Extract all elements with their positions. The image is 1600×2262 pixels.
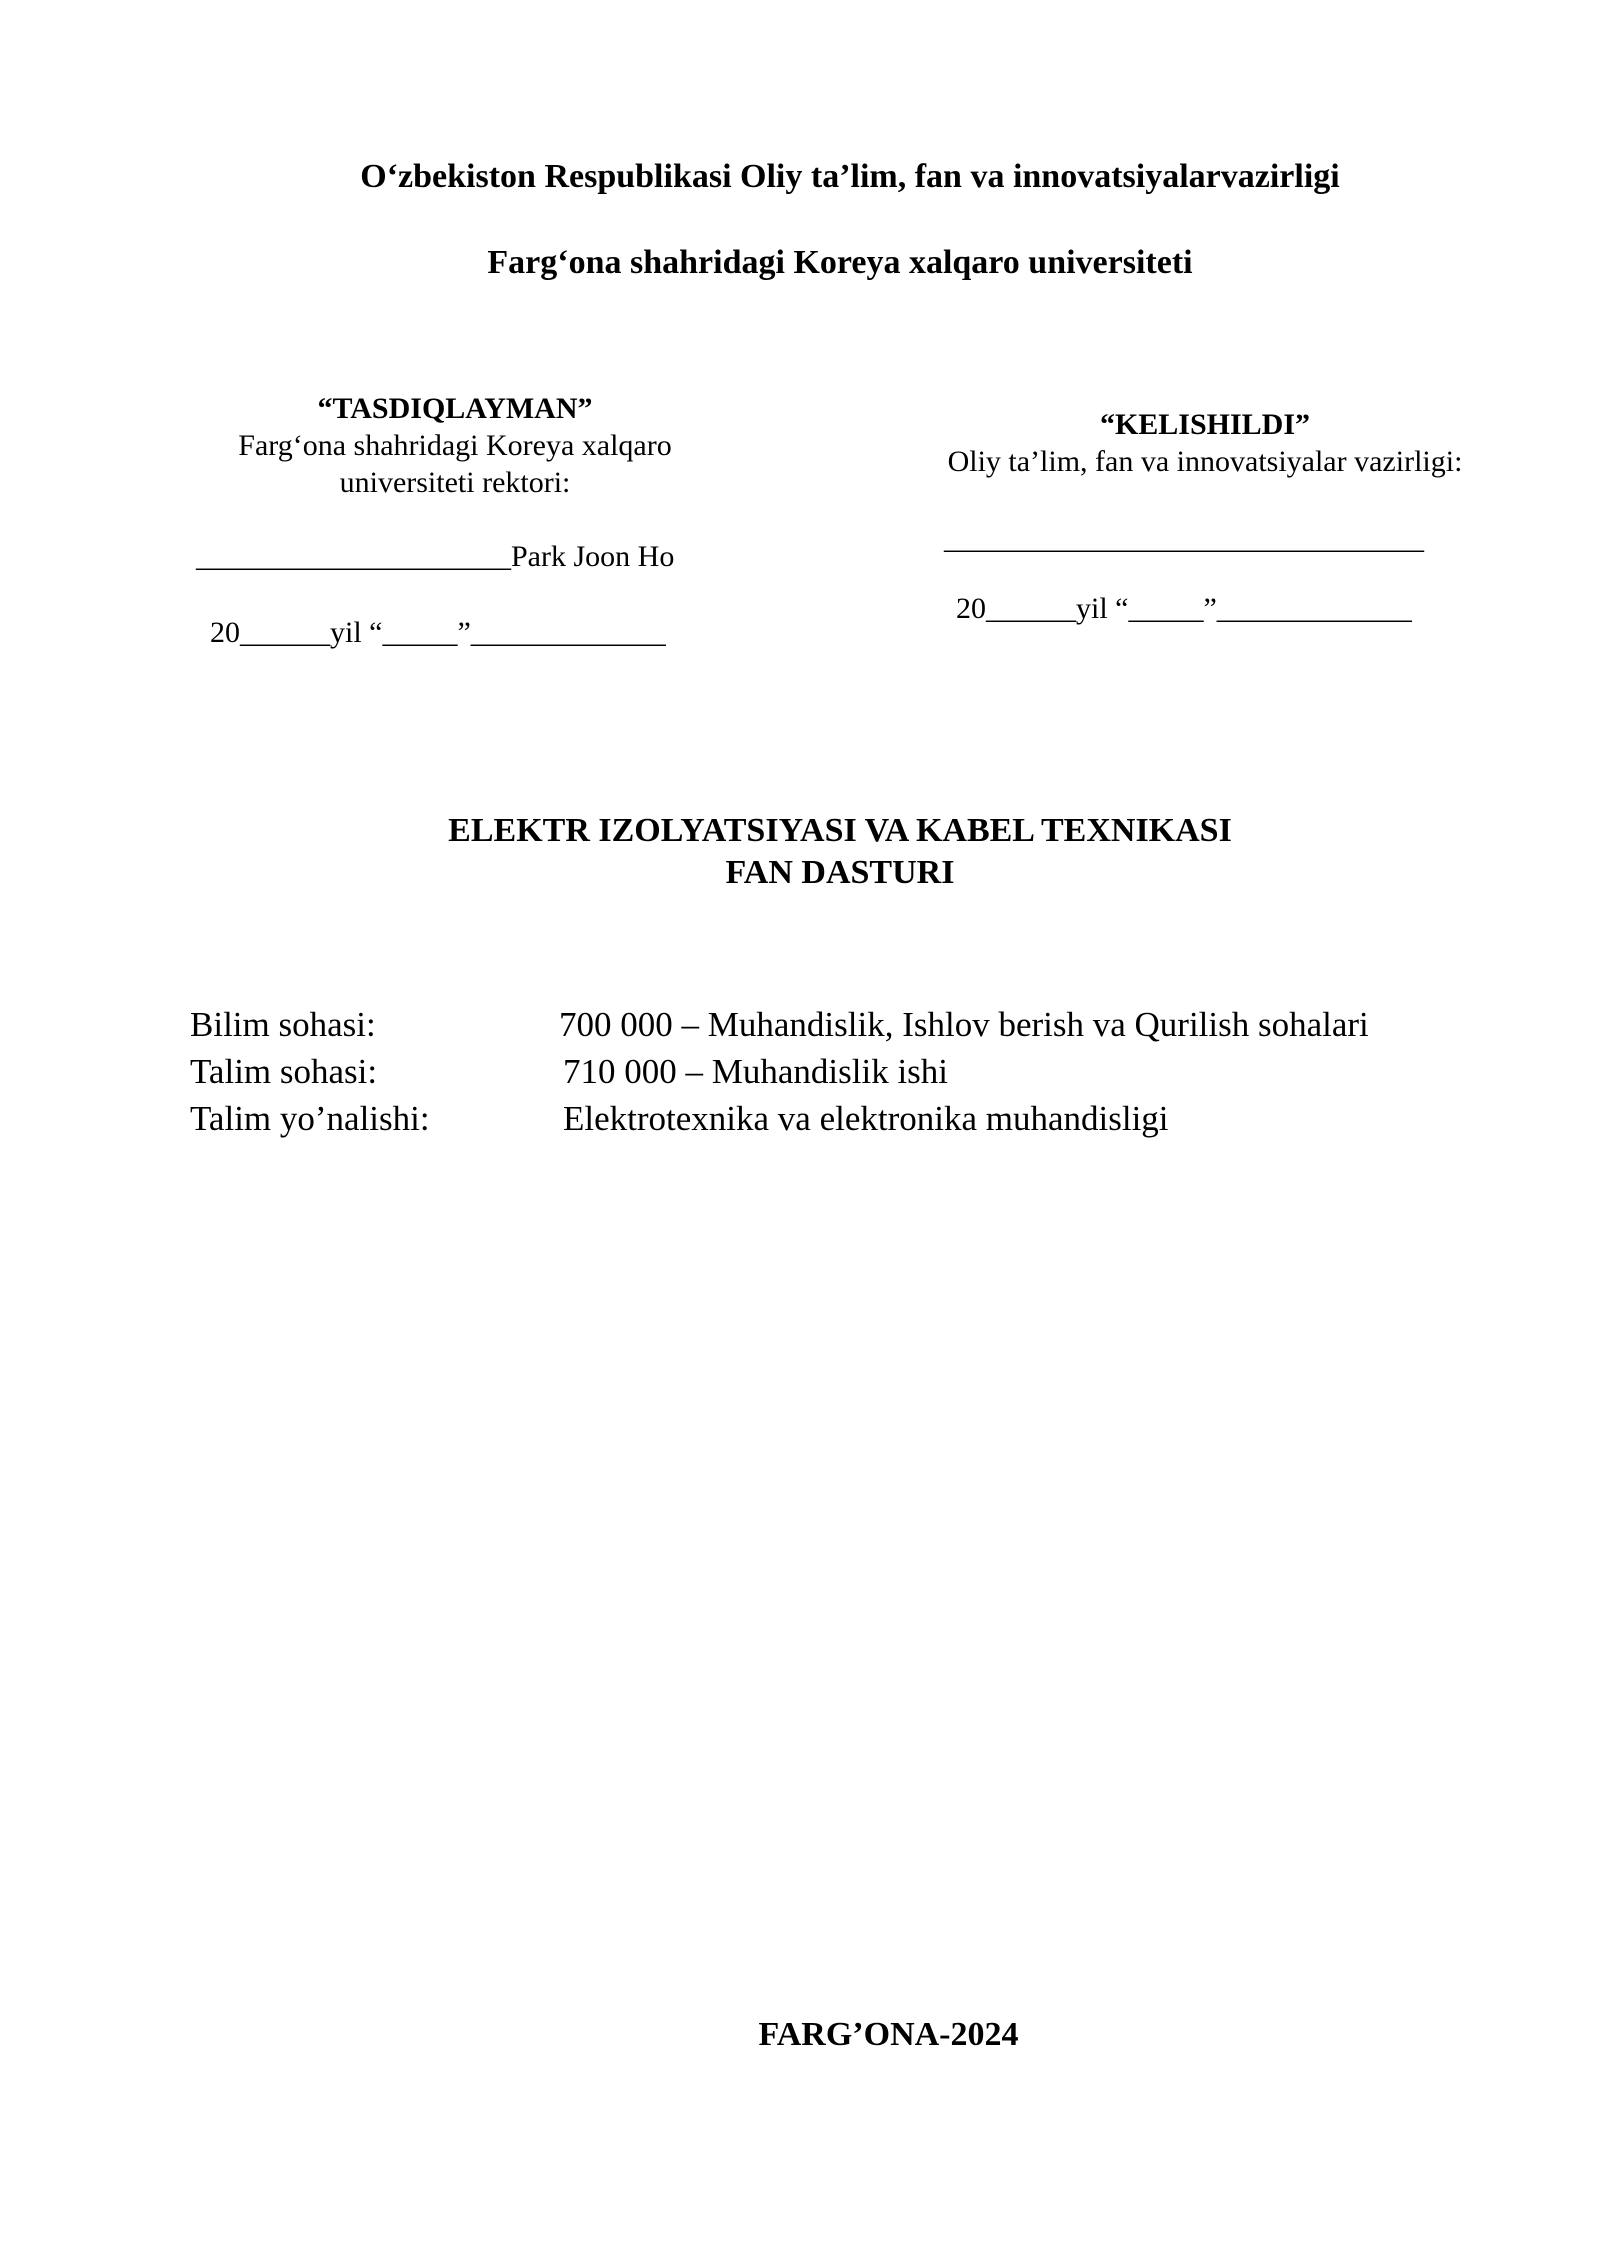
approval-right-title: “KELISHILDI” — [1099, 408, 1311, 441]
approval-left-date-line: 20______yil “_____”_____________ — [210, 616, 666, 649]
document-title-line2: FAN DASTURI — [725, 854, 955, 891]
university-heading: Farg‘ona shahridagi Koreya xalqaro universiteti — [487, 244, 1193, 281]
approval-right-line1: Oliy ta’lim, fan va innovatsiyalar vazirligi: — [947, 445, 1463, 478]
approval-block-left — [190, 390, 720, 501]
ministry-heading: O‘zbekiston Respublikasi Oliy ta’lim, fan va innovatsiyalarvazirligi — [360, 158, 1340, 195]
info-value-talim-sohasi: 710 000 – Muhandislik ishi — [563, 1052, 949, 1091]
approval-left-signature-line: _____________________Park Joon Ho — [196, 540, 675, 573]
document-title — [0, 810, 1600, 894]
approval-left-line2: universiteti rektori: — [339, 466, 571, 499]
document-title-line1: ELEKTR IZOLYATSIYASI VA KABEL TEXNIKASI — [448, 812, 1232, 849]
approval-right-signature-line: ________________________________ — [944, 522, 1424, 555]
info-value-talim-yonalishi: Elektrotexnika va elektronika muhandisligi — [563, 1099, 1169, 1138]
approval-left-line1: Farg‘ona shahridagi Koreya xalqaro — [238, 429, 672, 462]
approval-right-date-line: 20______yil “_____”_____________ — [956, 592, 1412, 625]
footer-place-year: FARG’ONA-2024 — [758, 2016, 1019, 2053]
info-label-talim-sohasi: Talim sohasi: — [190, 1052, 378, 1091]
info-label-bilim-sohasi: Bilim sohasi: — [190, 1005, 376, 1044]
info-value-bilim-sohasi: 700 000 – Muhandislik, Ishlov berish va Qurilish sohalari — [559, 1005, 1369, 1044]
info-label-talim-yonalishi: Talim yo’nalishi: — [190, 1099, 430, 1138]
approval-block-right — [900, 406, 1510, 480]
approval-left-title: “TASDIQLAYMAN” — [317, 392, 593, 425]
